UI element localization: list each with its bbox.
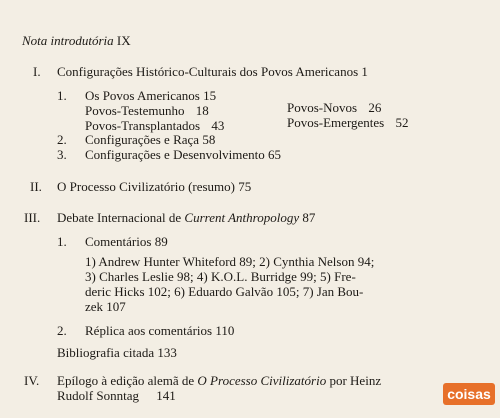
entry-title: O Processo Civilizatório (resumo) [57, 179, 235, 194]
toc-entry-chapter-4 [57, 373, 381, 388]
entry-title: Bibliografia citada [57, 345, 155, 360]
entry-title-suffix: por Heinz [329, 373, 382, 388]
entry-title: Nota introdutória [22, 33, 114, 48]
journal-title: Current Anthropology [184, 210, 300, 225]
page-number: 75 [238, 179, 252, 194]
toc-entry-section [85, 234, 168, 249]
section-number: 2. [57, 132, 67, 147]
entry-title: Os Povos Americanos [85, 88, 200, 103]
watermark-logo [443, 383, 495, 405]
watermark-text: coisas [447, 386, 491, 402]
toc-subentry [85, 103, 209, 118]
page-number: 1 [361, 64, 368, 79]
chapter-number: IV. [24, 373, 40, 388]
toc-entry-section [85, 88, 216, 103]
commentary-line: 1) Andrew Hunter Whiteford 89; 2) Cynthia Nelson 94; [85, 254, 375, 269]
page-number: 141 [156, 388, 176, 403]
section-number: 2. [57, 323, 67, 338]
toc-entry-section [85, 147, 281, 162]
entry-title: Povos-Transplantados [85, 118, 201, 133]
commentary-line: deric Hicks 102; 6) Eduardo Galvão 105; 7) Jan Bou- [85, 284, 364, 299]
toc-entry-chapter-1 [57, 64, 368, 79]
page-number: IX [116, 33, 131, 48]
page-number: 43 [211, 118, 225, 133]
entry-title: Povos-Testemunho [85, 103, 185, 118]
entry-title: Povos-Emergentes [287, 115, 385, 130]
entry-title: Rudolf Sonntag [57, 388, 139, 403]
page-number: 52 [395, 115, 409, 130]
toc-entry-chapter-4-cont [57, 388, 176, 403]
page-number: 58 [202, 132, 216, 147]
entry-title: Debate Internacional de [57, 210, 182, 225]
section-number: 1. [57, 234, 67, 249]
page-number: 65 [268, 147, 282, 162]
page-number: 18 [195, 103, 209, 118]
page-number: 110 [215, 323, 235, 338]
entry-title: Povos-Novos [287, 100, 358, 115]
chapter-number: III. [24, 210, 41, 225]
page-number: 15 [203, 88, 217, 103]
toc-subentry [287, 115, 409, 130]
entry-title: Comentários [85, 234, 152, 249]
toc-entry-bibliography [57, 345, 177, 360]
toc-entry-section [85, 323, 234, 338]
entry-title: Configurações Histórico-Culturais dos Povos Americanos [57, 64, 359, 79]
chapter-number: II. [30, 179, 42, 194]
commentary-line: 3) Charles Leslie 98; 4) K.O.L. Burridge 99; 5) Fre- [85, 269, 356, 284]
toc-entry-intro [22, 33, 131, 48]
toc-entry-chapter-3 [57, 210, 315, 225]
toc-entry-chapter-2 [57, 179, 251, 194]
entry-title: Configurações e Raça [85, 132, 200, 147]
page-number: 26 [368, 100, 382, 115]
toc-subentry [85, 118, 224, 133]
chapter-number: I. [33, 64, 41, 79]
section-number: 3. [57, 147, 67, 162]
page-number: 87 [302, 210, 316, 225]
entry-title: Epílogo à edição alemã de [57, 373, 195, 388]
commentary-line: zek 107 [85, 299, 126, 314]
entry-title: Réplica aos comentários [85, 323, 213, 338]
toc-entry-section [85, 132, 215, 147]
book-title: O Processo Civilizatório [197, 373, 327, 388]
entry-title: Configurações e Desenvolvimento [85, 147, 265, 162]
page-number: 133 [157, 345, 177, 360]
section-number: 1. [57, 88, 67, 103]
toc-subentry [287, 100, 381, 115]
page-number: 89 [154, 234, 168, 249]
